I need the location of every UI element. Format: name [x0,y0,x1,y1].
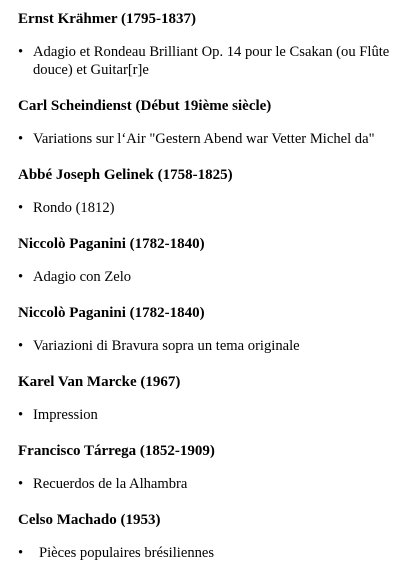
composer-heading: Karel Van Marcke (1967) [18,374,181,390]
piece-title: Rondo (1812) [33,200,115,216]
piece-list-item [18,475,390,493]
program-entry [18,302,390,355]
program-entry [18,164,390,217]
program-entry [18,440,390,493]
program-entry [18,233,390,286]
program-entry [18,95,390,148]
piece-title: Variations sur l‘Air "Gestern Abend war Vetter Michel da" [33,131,375,147]
piece-title: Recuerdos de la Alhambra [33,476,188,492]
piece-title: Variazioni di Bravura sopra un tema originale [33,338,300,354]
piece-title: Adagio et Rondeau Brilliant Op. 14 pour le Csakan (ou Flûte douce) et Guitar[r]e [33,44,390,78]
composer-heading: Abbé Joseph Gelinek (1758-1825) [18,167,233,183]
piece-list-item [18,406,390,424]
bullet-icon: • [18,338,24,354]
bullet-icon: • [18,476,24,492]
program-entry [18,509,390,562]
composer-heading: Carl Scheindienst (Début 19ième siècle) [18,98,272,114]
composer-heading: Francisco Tárrega (1852-1909) [18,443,215,459]
bullet-icon: • [18,407,24,423]
composer-heading: Ernst Krähmer (1795-1837) [18,11,197,27]
piece-list-item [18,43,390,79]
piece-title: Adagio con Zelo [33,269,132,285]
piece-title: Pièces populaires brésiliennes [39,545,215,561]
piece-list-item [18,268,390,286]
bullet-icon: • [18,200,24,216]
composer-heading: Niccolò Paganini (1782-1840) [18,236,205,252]
bullet-icon: • [18,131,24,147]
program-entry [18,371,390,424]
program-list [18,8,390,562]
piece-list-item [18,130,390,148]
bullet-icon: • [18,269,24,285]
composer-heading: Niccolò Paganini (1782-1840) [18,305,205,321]
program-entry [18,8,390,79]
piece-title: Impression [33,407,98,423]
composer-heading: Celso Machado (1953) [18,512,161,528]
bullet-icon: • [18,44,24,60]
bullet-icon: • [18,545,24,561]
piece-list-item [18,337,390,355]
piece-list-item [18,544,390,562]
piece-list-item [18,199,390,217]
